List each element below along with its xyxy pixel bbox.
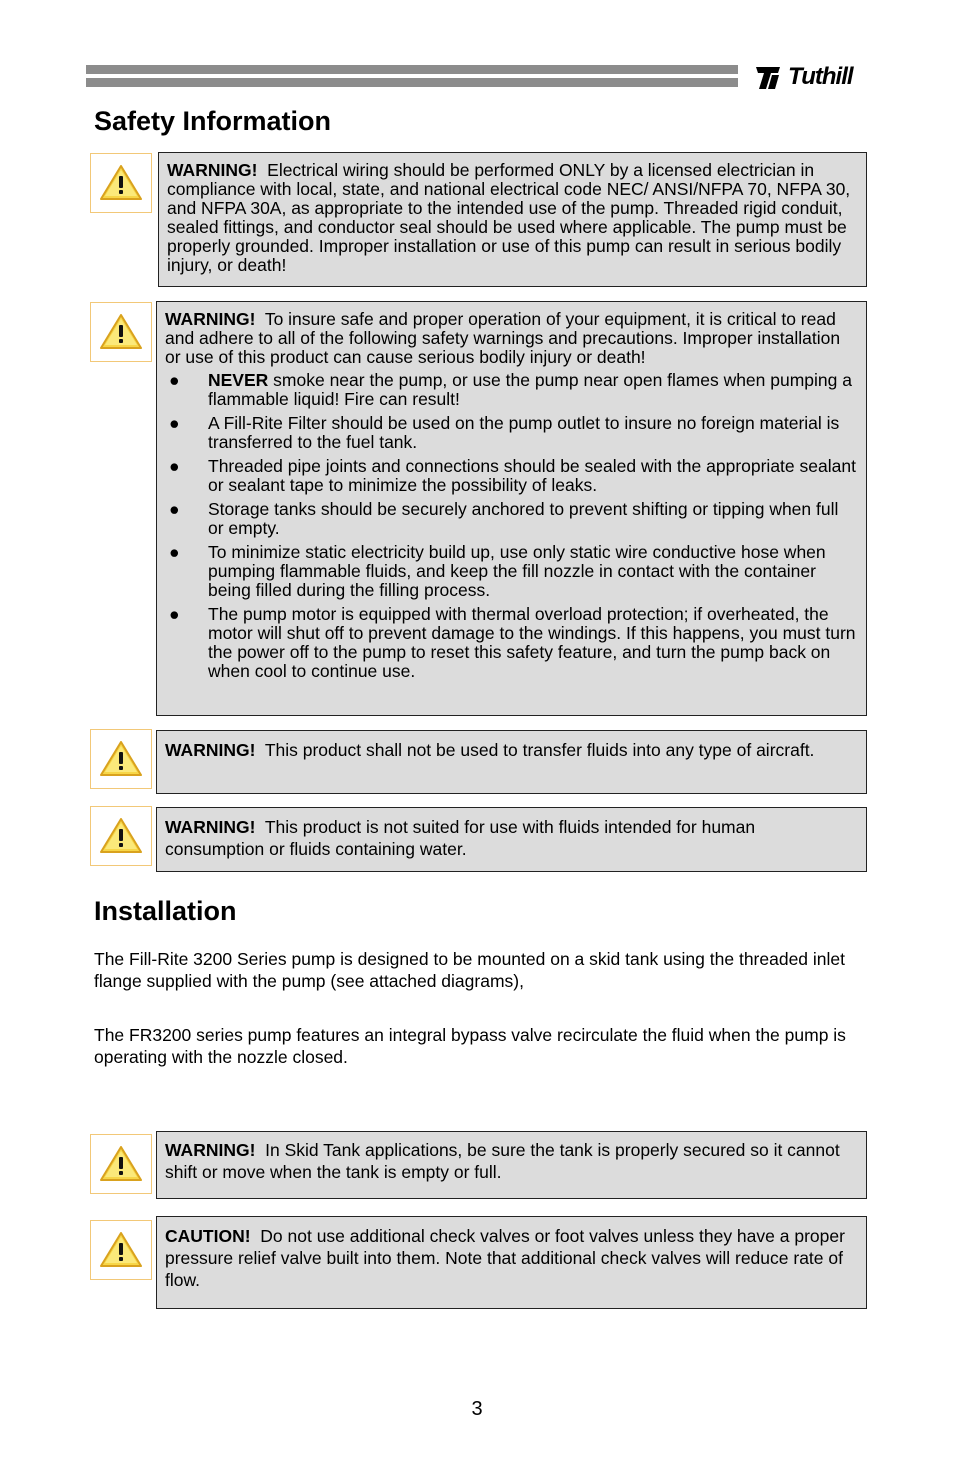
warning-triangle-icon [99, 817, 143, 855]
warning-triangle-icon [99, 164, 143, 202]
warning-label: WARNING! [165, 817, 256, 837]
list-item: ● A Fill-Rite Filter should be used on the pump outlet to insure no foreign material is transferred to the fuel tank. [169, 413, 840, 452]
bullet: ● [169, 456, 180, 476]
warning-triangle-icon [99, 740, 143, 778]
warning-box-safe-operation [156, 301, 867, 716]
caution-box-check-valves [156, 1216, 867, 1309]
warning-text: To insure safe and proper operation of your equipment, it is critical to read and adhere to all of the following safety warnings and precautions. Improper installation or use of this product can cause serious bodily injury or death! [165, 309, 841, 367]
caution-label: CAUTION! [165, 1226, 251, 1246]
bullet: ● [169, 604, 180, 624]
warning-triangle-icon [99, 1145, 143, 1183]
installation-paragraph-2: The FR3200 series pump features an integral bypass valve recirculate the fluid when the pump is operating with the nozzle closed. [94, 1025, 846, 1067]
warning-text: In Skid Tank applications, be sure the tank is properly secured so it cannot shift or move when the tank is empty or full. [165, 1140, 840, 1182]
installation-title: Installation [94, 896, 237, 926]
bullet: ● [169, 370, 180, 390]
warning-text: Electrical wiring should be performed ONLY by a licensed electrician in compliance with local, state, and national electrical code NEC/ ANSI/NFPA 70, NFPA 30, and NFPA 30A, as appropriate to the intended use of the pump. Threaded rigid conduit, sealed fittings, and conductor seal should be used where applicable. The pump must be properly grounded. Improper installation or use of this pump can result in serious bodily injury, or death! [167, 160, 851, 275]
precaution-list [165, 371, 858, 681]
list-item: ● NEVER smoke near the pump, or use the pump near open flames when pumping a flammable liquid! Fire can result! [169, 370, 852, 409]
warning-label: WARNING! [167, 160, 258, 180]
warning-icon-box [90, 806, 152, 866]
warning-label: WARNING! [165, 309, 256, 329]
list-item: ● Threaded pipe joints and connections should be sealed with the appropriate sealant or sealant tape to minimize the possibility of leaks. [169, 456, 856, 495]
warning-text: This product is not suited for use with fluids intended for human consumption or fluids containing water. [165, 817, 756, 859]
warning-triangle-icon [99, 1231, 143, 1269]
tuthill-logo [754, 62, 870, 92]
caution-text: Do not use additional check valves or foot valves unless they have a proper pressure relief valve built into them. Note that additional check valves will reduce rate of flow. [165, 1226, 845, 1290]
bullet: ● [169, 499, 180, 519]
safety-title: Safety Information [94, 106, 332, 136]
bullet: ● [169, 413, 180, 433]
warning-text: This product shall not be used to transfer fluids into any type of aircraft. [264, 740, 815, 760]
warning-box-aircraft [156, 730, 867, 794]
warning-icon-box [90, 153, 152, 213]
never-label: NEVER [208, 370, 269, 390]
warning-label: WARNING! [165, 740, 256, 760]
list-item: ● To minimize static electricity build up, use only static wire conductive hose when pumping flammable fluids, and keep the fill nozzle in contact with the container being filled during the filling process. [169, 542, 826, 600]
list-item: ● The pump motor is equipped with thermal overload protection; if overheated, the motor will shut off to prevent damage to the windings. If this happens, you must turn the power off to the pump to reset this safety feature, and turn the pump back on when cool to continue use. [169, 604, 856, 681]
tuthill-logo-icon [754, 63, 784, 91]
caution-icon-box [90, 1220, 152, 1280]
warning-box-human-consumption [156, 807, 867, 872]
bullet: ● [169, 542, 180, 562]
warning-triangle-icon [99, 313, 143, 351]
installation-paragraph-1: The Fill-Rite 3200 Series pump is designed to be mounted on a skid tank using the threaded inlet flange supplied with the pump (see attached diagrams), [94, 949, 846, 991]
logo-text: Tuthill [788, 63, 853, 90]
warning-label: WARNING! [165, 1140, 256, 1160]
warning-box-skid-tank [156, 1131, 867, 1199]
warning-box-electrical [158, 152, 867, 287]
warning-icon-box [90, 1134, 152, 1194]
page-number: 3 [471, 1398, 483, 1420]
header-rule [86, 65, 738, 89]
warning-icon-box [90, 729, 152, 789]
list-item: ● Storage tanks should be securely anchored to prevent shifting or tipping when full or empty. [169, 499, 839, 538]
warning-icon-box [90, 302, 152, 362]
